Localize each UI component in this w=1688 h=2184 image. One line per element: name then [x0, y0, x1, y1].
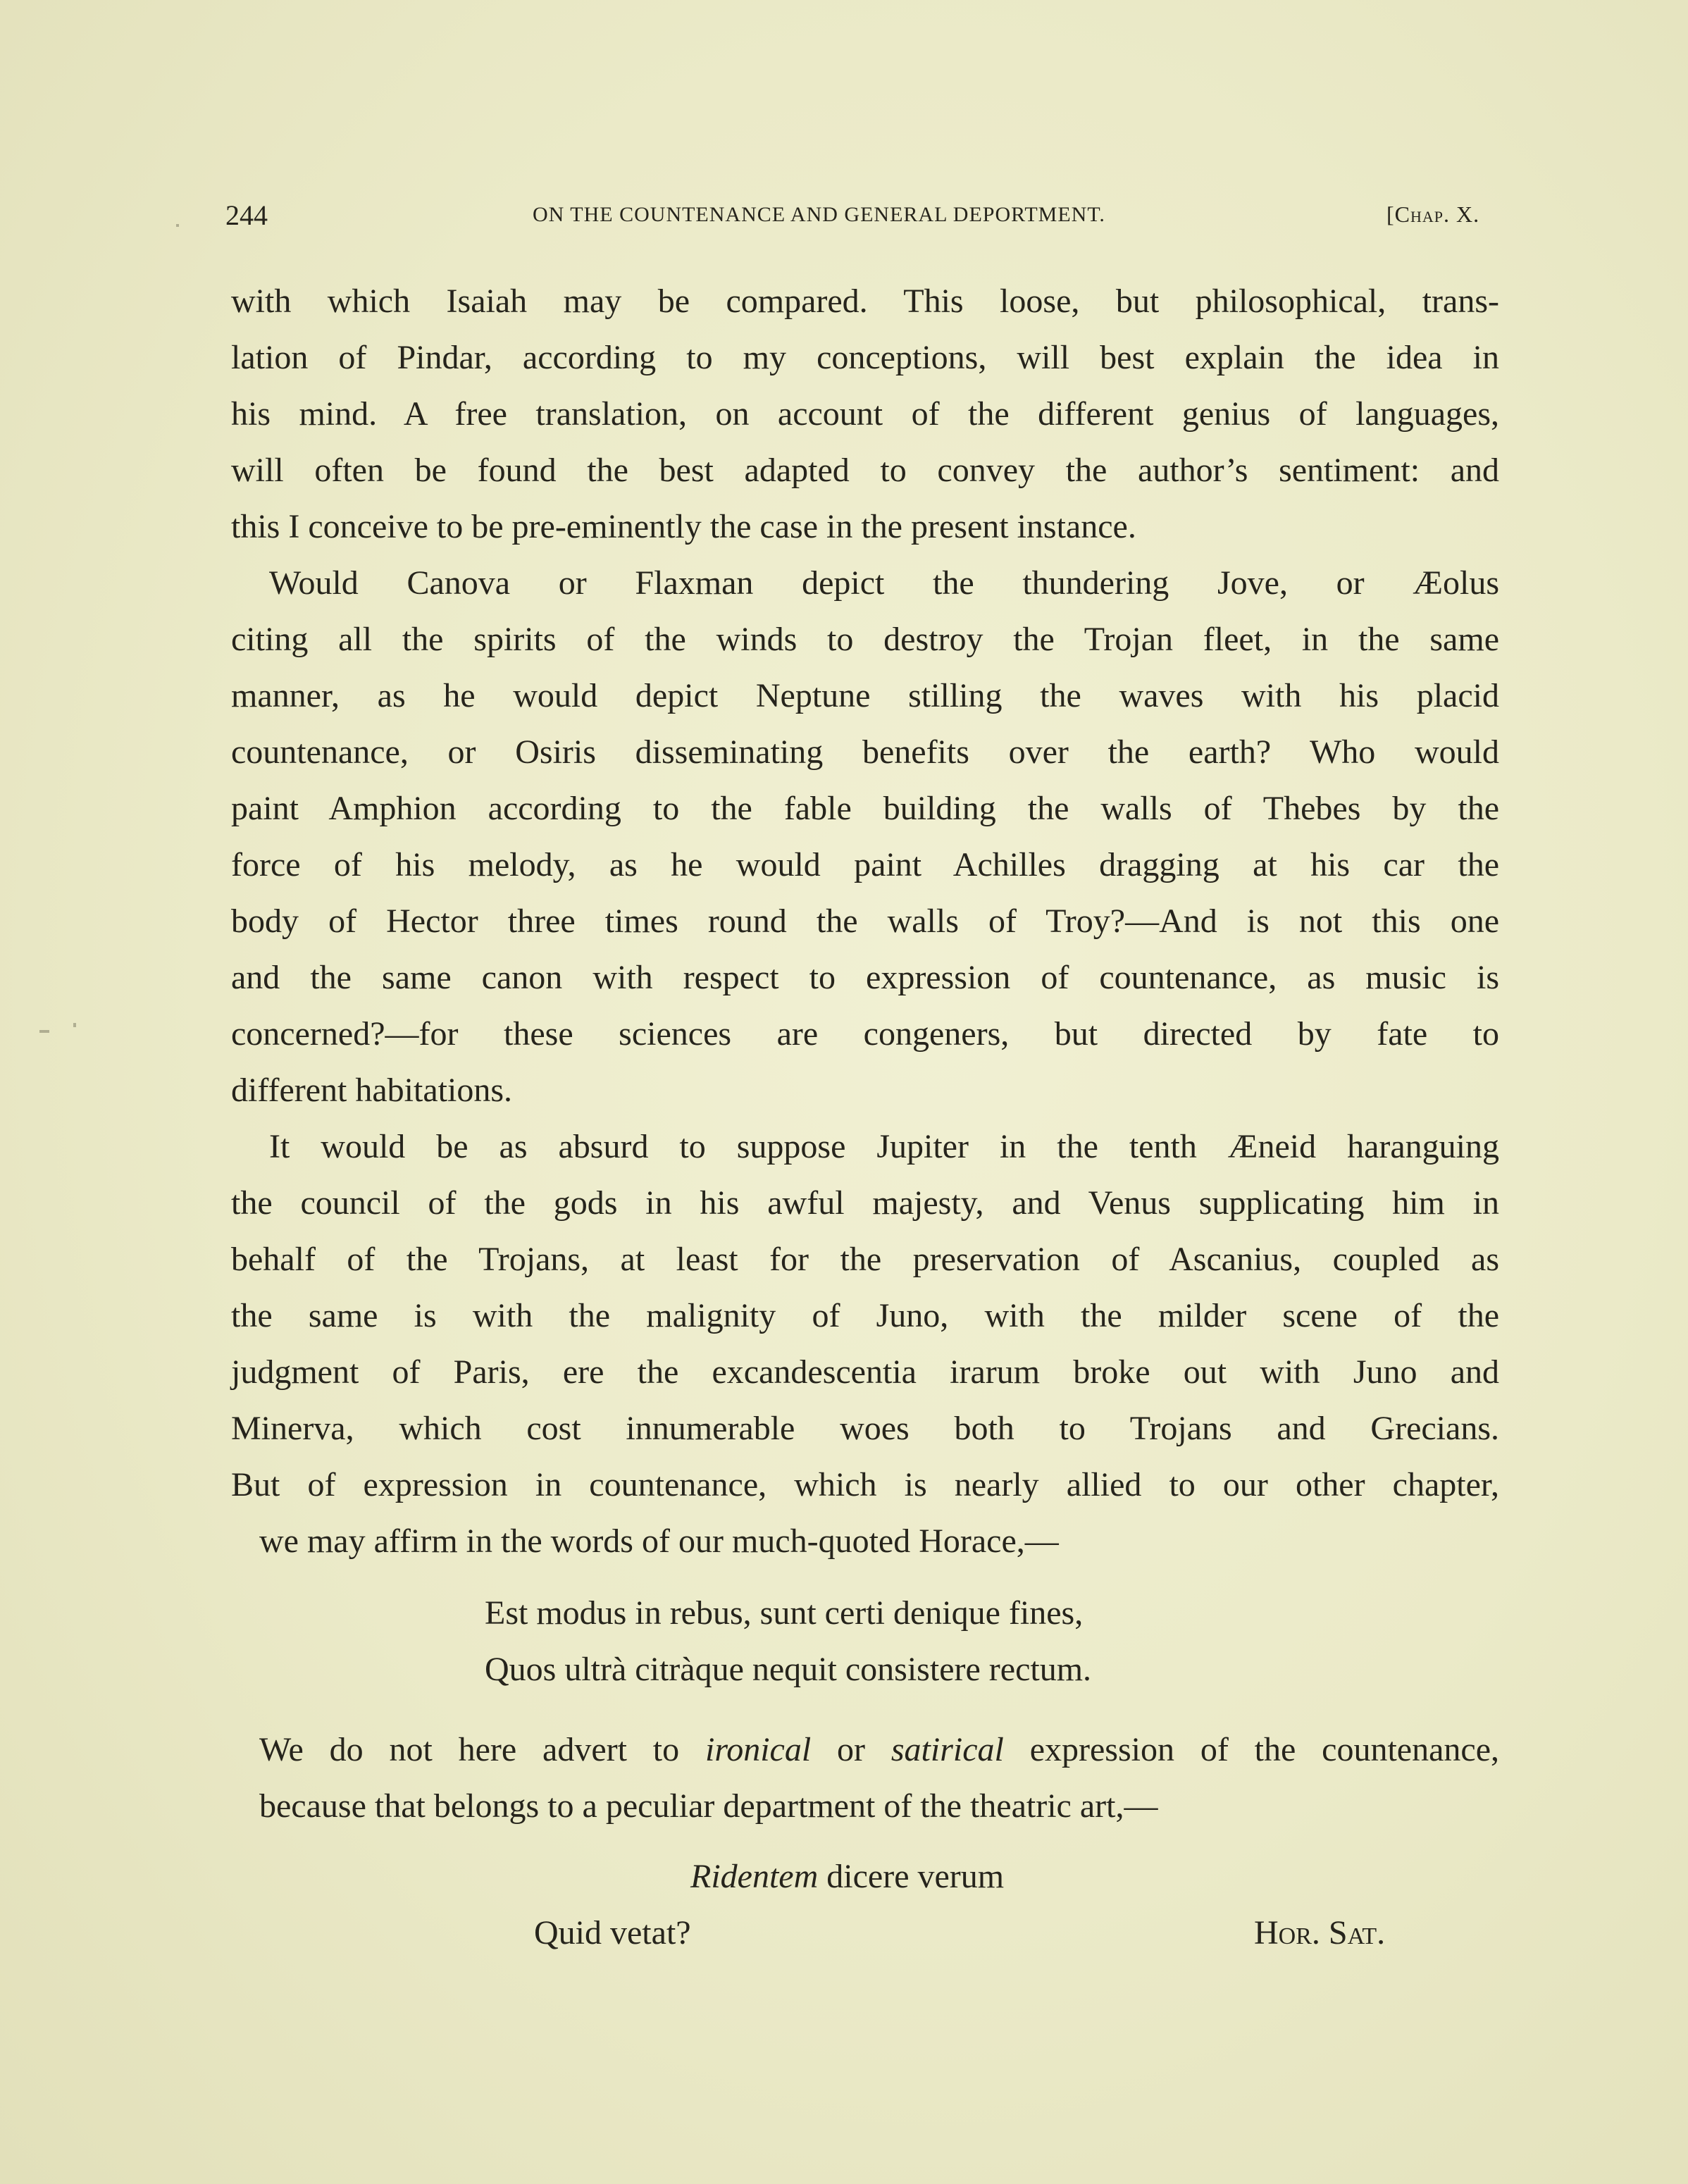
running-header	[225, 199, 1494, 234]
text-line: concerned?—for these sciences are congeners, but directed by fate to	[231, 1015, 1499, 1053]
margin-mark	[73, 1023, 76, 1027]
text-line	[231, 1722, 1499, 1778]
margin-mark	[176, 224, 179, 227]
text-line: different habitations.	[231, 1072, 512, 1109]
text-line: and the same canon with respect to expression of countenance, as music is	[231, 959, 1499, 996]
text-line: But of expression in countenance, which is nearly allied to our other chapter,	[231, 1466, 1499, 1503]
paragraph	[231, 1119, 1499, 1570]
chapter-label: [Chap. X.	[1386, 201, 1480, 227]
verse-line: Est modus in rebus, sunt certi denique fines,	[485, 1594, 1084, 1632]
text-line: the same is with the malignity of Juno, with the milder scene of the	[231, 1297, 1499, 1334]
text-run: expression of the countenance,	[1003, 1731, 1499, 1768]
text-line: manner, as he would depict Neptune stilling the waves with his placid	[231, 677, 1499, 714]
italic-word: Ridentem	[690, 1858, 819, 1895]
spacer	[231, 1570, 1499, 1585]
page-number: 244	[225, 199, 268, 231]
quote-line: Quid vetat?	[534, 1914, 691, 1952]
text-line: this I conceive to be pre-eminently the case in the present instance.	[231, 508, 1136, 545]
text-line: the council of the gods in his awful majesty, and Venus supplicating him in	[231, 1184, 1499, 1222]
running-title: ON THE COUNTENANCE AND GENERAL DEPORTMENT.	[533, 203, 1105, 226]
text-run: We do not here advert to	[259, 1731, 705, 1768]
quote-line	[690, 1849, 1004, 1905]
text-line: force of his melody, as he would paint Achilles dragging at his car the	[231, 846, 1499, 883]
quote-attribution: Hor. Sat.	[1254, 1914, 1386, 1952]
text-run: dicere verum	[818, 1858, 1005, 1895]
text-line: citing all the spirits of the winds to destroy the Trojan fleet, in the same	[231, 621, 1499, 658]
verse-line: Quos ultrà citràque nequit consistere rectum.	[485, 1651, 1092, 1688]
text-line: judgment of Paris, ere the excandescentia irarum broke out with Juno and	[231, 1353, 1499, 1391]
text-line: we may affirm in the words of our much-quoted Horace,—	[259, 1522, 1059, 1560]
text-line: body of Hector three times round the walls of Troy?—And is not this one	[231, 902, 1499, 940]
verse-quotation	[231, 1585, 1499, 1698]
spacer	[231, 1698, 1499, 1722]
text-line: paint Amphion according to the fable building the walls of Thebes by the	[231, 790, 1499, 827]
text-line: countenance, or Osiris disseminating benefits over the earth? Who would	[231, 733, 1499, 771]
text-line: lation of Pindar, according to my conceptions, will best explain the idea in	[231, 339, 1499, 376]
paragraph	[231, 555, 1499, 1119]
text-run: or	[811, 1731, 891, 1768]
margin-mark	[39, 1030, 49, 1033]
body-text	[231, 273, 1499, 1961]
text-line: with which Isaiah may be compared. This loose, but philosophical, trans-	[231, 283, 1499, 320]
closing-quotation	[231, 1849, 1499, 1961]
paragraph	[231, 1722, 1499, 1835]
text-line: his mind. A free translation, on account of the different genius of languages,	[231, 395, 1499, 433]
italic-word: satirical	[890, 1731, 1004, 1768]
italic-word: ironical	[705, 1731, 812, 1768]
text-line: Minerva, which cost innumerable woes both to Trojans and Grecians.	[231, 1410, 1499, 1447]
paragraph	[231, 273, 1499, 555]
text-line: Would Canova or Flaxman depict the thundering Jove, or Æolus	[269, 564, 1499, 602]
text-line: will often be found the best adapted to convey the author’s sentiment: and	[231, 452, 1499, 489]
text-line: It would be as absurd to suppose Jupiter in the tenth Æneid haranguing	[269, 1128, 1499, 1165]
text-line: behalf of the Trojans, at least for the preservation of Ascanius, coupled as	[231, 1241, 1499, 1278]
text-line: because that belongs to a peculiar department of the theatric art,—	[259, 1787, 1158, 1825]
